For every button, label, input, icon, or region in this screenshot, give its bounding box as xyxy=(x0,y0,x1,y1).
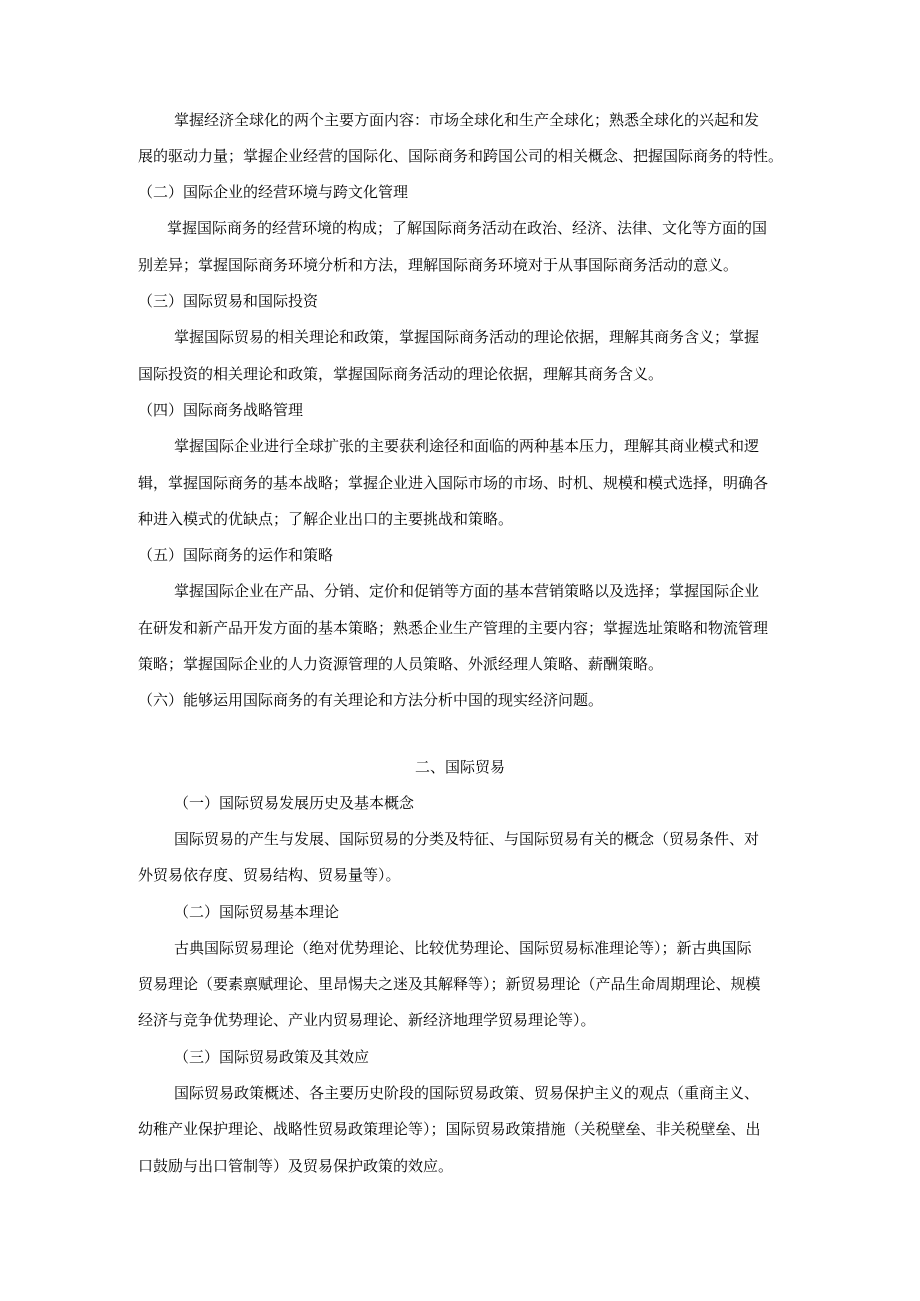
section-heading: （四）国际商务战略管理 xyxy=(138,401,304,419)
section-title: 二、国际贸易 xyxy=(414,758,505,776)
paragraph-line: 贸易理论（要素禀赋理论、里昂惕夫之迷及其解释等）；新贸易理论（产品生命周期理论、规模 xyxy=(138,975,761,993)
section-heading: （二）国际企业的经营环境与跨文化管理 xyxy=(138,183,409,201)
paragraph-line: 掌握经济全球化的两个主要方面内容：市场全球化和生产全球化；熟悉全球化的兴起和发 xyxy=(174,111,760,129)
paragraph-line: 国际贸易政策概述、各主要历史阶段的国际贸易政策、贸易保护主义的观点（重商主义、 xyxy=(174,1084,760,1102)
section-heading: （三）国际贸易政策及其效应 xyxy=(174,1048,370,1066)
paragraph-line: 掌握国际企业在产品、分销、定价和促销等方面的基本营销策略以及选择；掌握国际企业 xyxy=(174,582,760,600)
paragraph-line: 种进入模式的优缺点；了解企业出口的主要挑战和策略。 xyxy=(138,510,514,528)
section-heading: （一）国际贸易发展历史及基本概念 xyxy=(174,794,415,812)
paragraph-line: 国际投资的相关理论和政策，掌握国际商务活动的理论依据，理解其商务含义。 xyxy=(138,365,664,383)
paragraph-line: 辑，掌握国际商务的基本战略；掌握企业进入国际市场的市场、时机、规模和模式选择，明确各 xyxy=(138,474,769,492)
paragraph-line: 策略；掌握国际企业的人力资源管理的人员策略、外派经理人策略、薪酬策略。 xyxy=(138,655,664,673)
section-heading: （六）能够运用国际商务的有关理论和方法分析中国的现实经济问题。 xyxy=(138,691,604,709)
paragraph-line: 在研发和新产品开发方面的基本策略；熟悉企业生产管理的主要内容；掌握选址策略和物流管理 xyxy=(138,619,769,637)
section-heading: （三）国际贸易和国际投资 xyxy=(138,292,319,310)
paragraph-line: 展的驱动力量；掌握企业经营的国际化、国际商务和跨国公司的相关概念、把握国际商务的特性。 xyxy=(138,147,784,165)
paragraph-line: 别差异；掌握国际商务环境分析和方法，理解国际商务环境对于从事国际商务活动的意义。 xyxy=(138,256,739,274)
paragraph-line: 国际贸易的产生与发展、国际贸易的分类及特征、与国际贸易有关的概念（贸易条件、对 xyxy=(174,830,760,848)
section-heading: （二）国际贸易基本理论 xyxy=(174,903,340,921)
paragraph-line: 幼稚产业保护理论、战略性贸易政策理论等）；国际贸易政策措施（关税壁垒、非关税壁垒、出 xyxy=(138,1120,761,1138)
paragraph-line: 掌握国际贸易的相关理论和政策，掌握国际商务活动的理论依据，理解其商务含义；掌握 xyxy=(174,328,760,346)
paragraph-line: 外贸易依存度、贸易结构、贸易量等）。 xyxy=(138,866,401,884)
section-heading: （五）国际商务的运作和策略 xyxy=(138,546,334,564)
paragraph-line: 掌握国际企业进行全球扩张的主要获利途径和面临的两种基本压力，理解其商业模式和逻 xyxy=(174,437,760,455)
paragraph-line: 古典国际贸易理论（绝对优势理论、比较优势理论、国际贸易标准理论等）；新古典国际 xyxy=(174,939,752,957)
paragraph-line: 经济与竞争优势理论、产业内贸易理论、新经济地理学贸易理论等）。 xyxy=(138,1011,596,1029)
paragraph-line: 掌握国际商务的经营环境的构成；了解国际商务活动在政治、经济、法律、文化等方面的国 xyxy=(167,219,768,237)
paragraph-line: 口鼓励与出口管制等）及贸易保护政策的效应。 xyxy=(138,1157,454,1175)
